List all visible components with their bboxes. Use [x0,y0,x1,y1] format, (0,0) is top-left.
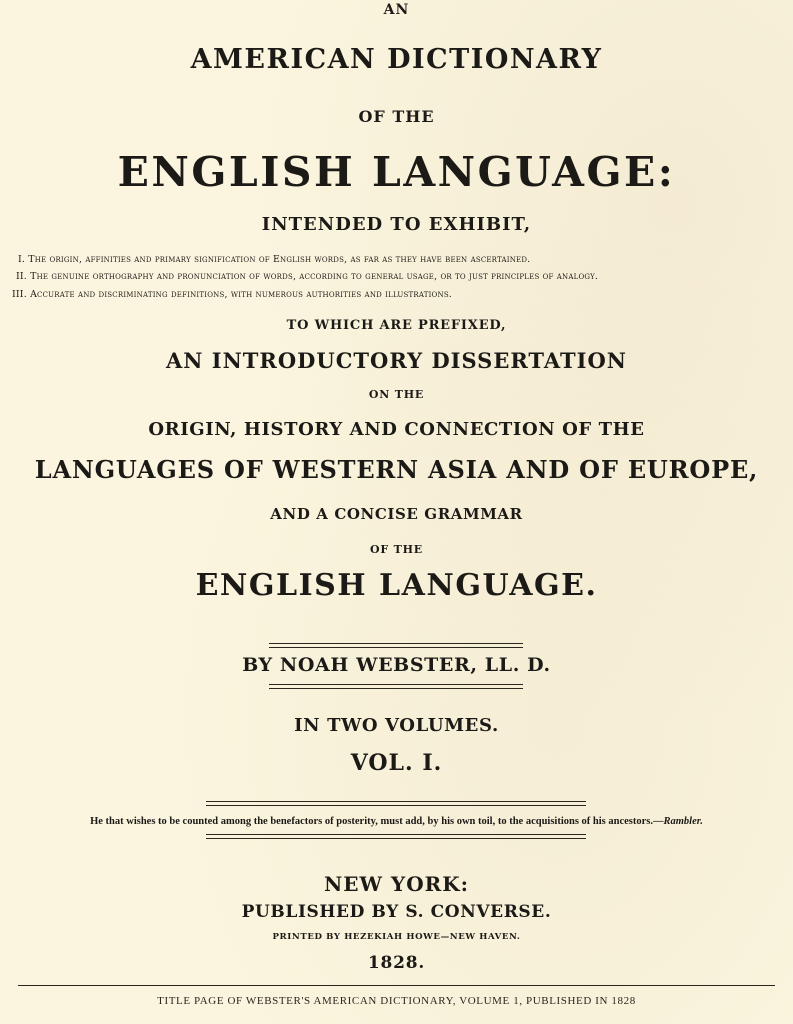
rule-above-author-2 [269,647,523,648]
city-line: NEW YORK: [323,872,470,896]
publisher-line: PUBLISHED BY S. CONVERSE. [241,902,552,922]
languages-line: LANGUAGES OF WESTERN ASIA AND OF EUROPE, [34,455,759,484]
prefixed-line: TO WHICH ARE PREFIXED, [286,318,507,333]
grammar-line: AND A CONCISE GRAMMAR [270,505,523,523]
title-article: AN [383,2,410,18]
language-title-2: ENGLISH LANGUAGE. [195,568,598,603]
rule-above-quote-2 [206,805,586,806]
rule-below-author-2 [269,688,523,689]
caption-rule [18,985,775,986]
main-title: AMERICAN DICTIONARY [190,44,603,75]
intended-line: INTENDED TO EXHIBIT, [261,214,532,235]
of-the-line: OF THE [358,107,435,126]
rule-below-quote-2 [206,838,586,839]
rule-above-author-1 [269,643,523,644]
rule-above-quote-1 [206,801,586,802]
language-title: ENGLISH LANGUAGE: [117,148,676,196]
epigraph-source: Rambler. [663,816,703,827]
purpose-item-3: III. Accurate and discriminating definitions, with numerous authorities and illustrations. [12,289,452,300]
epigraph-text: He that wishes to be counted among the benefactors of posterity, must add, by his own toil, to the acquisitions of his ancestors.— [90,816,664,827]
origin-line: ORIGIN, HISTORY AND CONNECTION OF THE [148,419,645,440]
volume-number: VOL. I. [350,750,443,776]
purpose-item-1: I. The origin, affinities and primary signification of English words, as far as they have been ascertained. [18,254,531,265]
printer-line: PRINTED BY HEZEKIAH HOWE—NEW HAVEN. [272,932,521,942]
on-the-line: ON THE [368,388,425,401]
volumes-line: IN TWO VOLUMES. [294,715,499,736]
rule-below-author-1 [269,684,523,685]
rule-below-quote-1 [206,834,586,835]
year-line: 1828. [367,953,426,973]
purpose-item-2: II. The genuine orthography and pronunciation of words, according to general usage, or to just principles of analogy. [16,271,599,282]
dissertation-line: AN INTRODUCTORY DISSERTATION [165,348,627,373]
of-the-line-2: OF THE [370,543,423,556]
caption: TITLE PAGE OF WEBSTER'S AMERICAN DICTIONARY, VOLUME 1, PUBLISHED IN 1828 [157,995,636,1007]
author-line: BY NOAH WEBSTER, LL. D. [242,654,551,676]
epigraph [0,816,793,827]
